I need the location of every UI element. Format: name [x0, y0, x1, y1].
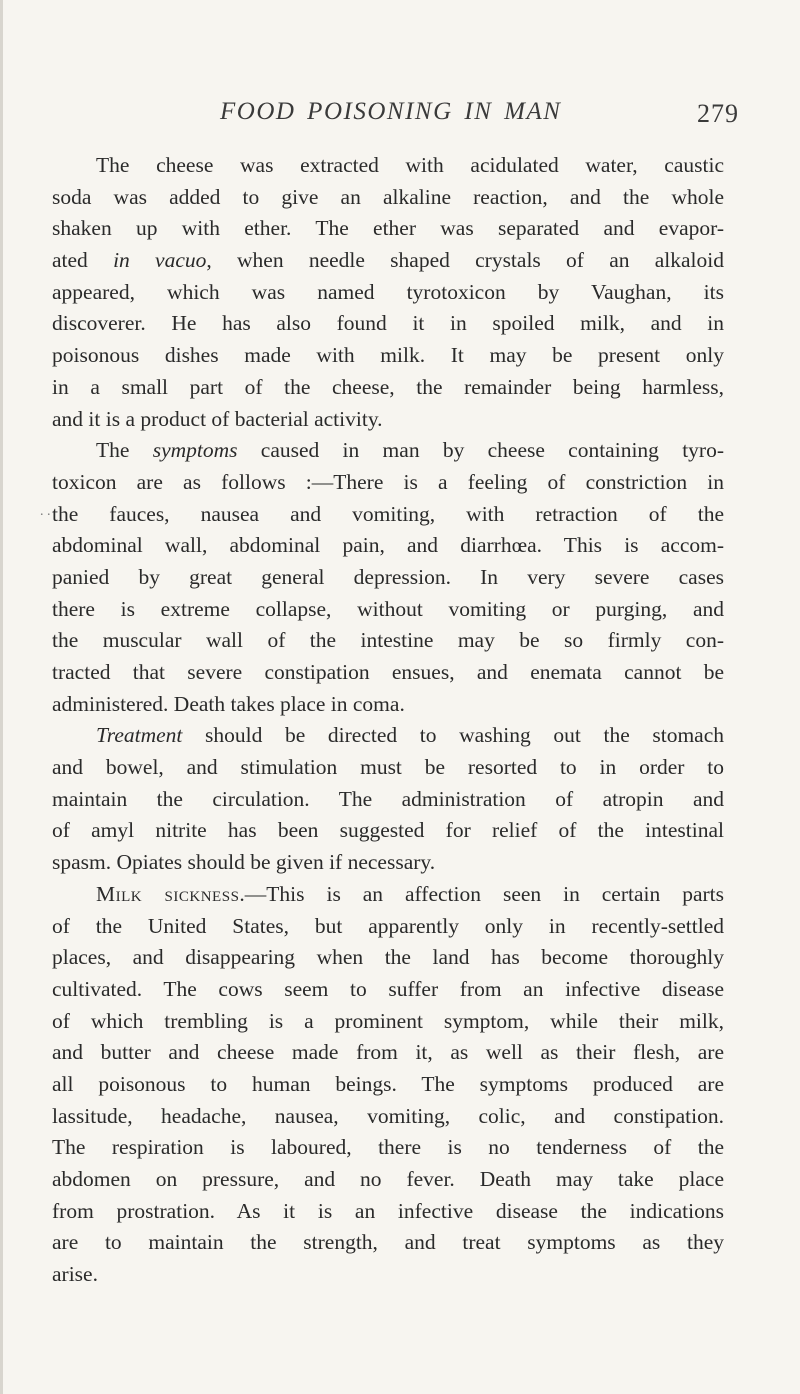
text-line: The symptoms caused in man by cheese containing tyro- — [96, 438, 724, 463]
text-line: in a small part of the cheese, the remainder being harmless, — [52, 374, 724, 399]
text-line: maintain the circulation. The administration of atropin and — [52, 786, 724, 811]
text-line: administered. Death takes place in coma. — [52, 691, 405, 716]
body-text — [52, 150, 724, 1291]
text-line: abdominal wall, abdominal pain, and diarrhœa. This is accom- — [52, 533, 724, 558]
text-line: all poisonous to human beings. The symptoms produced are — [52, 1071, 724, 1096]
text-line: of the United States, but apparently only in recently-settled — [52, 913, 724, 938]
emphasis: Milk sickness — [96, 881, 240, 906]
text-line: and bowel, and stimulation must be resorted to in order to — [52, 755, 724, 780]
text-line: there is extreme collapse, without vomiting or purging, and — [52, 596, 724, 621]
page-header — [0, 98, 800, 138]
text-line: abdomen on pressure, and no fever. Death may take place — [52, 1167, 724, 1191]
text-line: of which trembling is a prominent symptom, while their milk, — [52, 1008, 724, 1033]
text-line: Treatment should be directed to washing out the stomach — [96, 723, 724, 748]
text-line: The respiration is laboured, there is no tenderness of the — [52, 1135, 724, 1160]
text-line: shaken up with ether. The ether was separated and evapor- — [52, 216, 724, 241]
text-line: The cheese was extracted with acidulated water, caustic — [96, 153, 724, 177]
text-line: of amyl nitrite has been suggested for relief of the intestinal — [52, 818, 724, 843]
text-line: places, and disappearing when the land has become thoroughly — [52, 945, 724, 970]
text-line: and butter and cheese made from it, as well as their flesh, are — [52, 1040, 724, 1065]
text-line: soda was added to give an alkaline reaction, and the whole — [52, 184, 724, 209]
text-line: toxicon are as follows :—There is a feeling of constriction in — [52, 469, 724, 494]
emphasis: Treatment — [96, 723, 183, 748]
text-line: discoverer. He has also found it in spoiled milk, and in — [52, 311, 724, 336]
text-line: poisonous dishes made with milk. It may be present only — [52, 343, 724, 368]
text-line: spasm. Opiates should be given if necessary. — [52, 850, 436, 875]
text-line: Milk sickness.—This is an affection seen in certain parts — [96, 881, 724, 906]
text-line: ated in vacuo, when needle shaped crystals of an alkaloid — [52, 248, 724, 273]
running-head: FOOD POISONING IN MAN — [220, 98, 562, 125]
text-line: tracted that severe constipation ensues, and enemata cannot be — [52, 660, 724, 684]
page-number: 279 — [697, 99, 739, 128]
text-line: the fauces, nausea and vomiting, with retraction of the — [52, 501, 724, 526]
text-line: and it is a product of bacterial activity. — [52, 406, 383, 431]
emphasis: in vacuo — [113, 248, 207, 273]
emphasis: symptoms — [152, 438, 238, 463]
text-line: from prostration. As it is an infective disease the indications — [52, 1198, 724, 1223]
margin-mark: . . — [40, 504, 51, 519]
text-line: appeared, which was named tyrotoxicon by Vaughan, its — [52, 279, 724, 304]
text-line: arise. — [52, 1262, 98, 1287]
text-line: panied by great general depression. In very severe cases — [52, 564, 724, 589]
text-line: are to maintain the strength, and treat symptoms as they — [52, 1230, 724, 1255]
text-line: lassitude, headache, nausea, vomiting, colic, and constipation. — [52, 1103, 724, 1128]
page-edge — [0, 0, 3, 1394]
text-line: the muscular wall of the intestine may be so firmly con- — [52, 628, 724, 653]
text-line: cultivated. The cows seem to suffer from an infective disease — [52, 976, 724, 1001]
